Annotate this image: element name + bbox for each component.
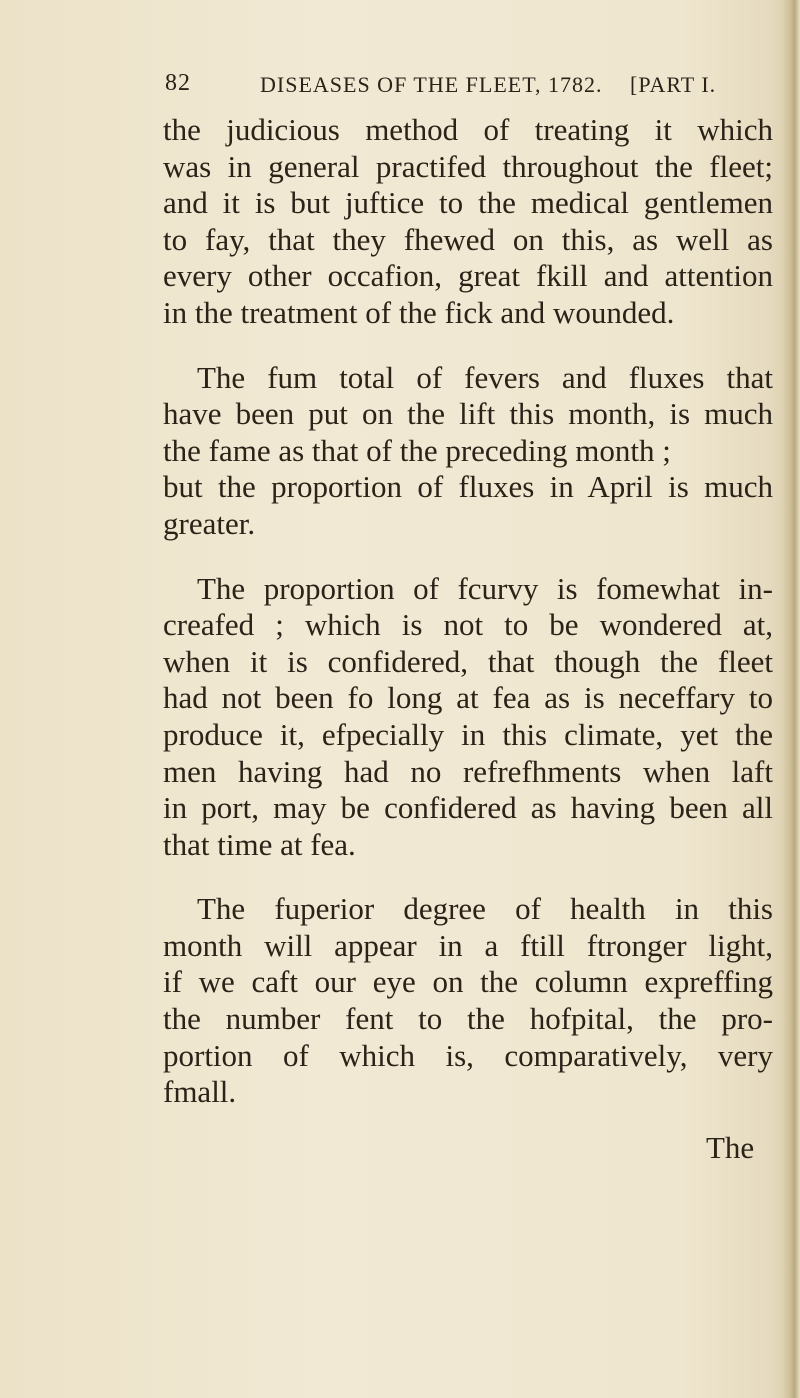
paragraph	[163, 891, 773, 1111]
text-line: produce it, efpecially in this climate, yet the	[163, 716, 773, 752]
part-label: [PART I.	[630, 72, 717, 97]
text-line: month will appear in a ftill ftronger light,	[163, 927, 773, 963]
text-line: was in general practifed throughout the fleet;	[163, 148, 773, 184]
body-text	[163, 112, 773, 1111]
running-head	[165, 70, 785, 110]
text-line: the judicious method of treating it which	[163, 112, 773, 147]
text-line: The fum total of fevers and fluxes that	[197, 359, 773, 395]
text-line: the fame as that of the preceding month ;	[163, 432, 671, 468]
text-line: in the treatment of the fick and wounded.	[163, 294, 675, 330]
catchword: The	[706, 1130, 755, 1165]
text-line: creafed ; which is not to be wondered at,	[163, 607, 773, 643]
running-title: DISEASES OF THE FLEET, 1782.	[260, 72, 603, 97]
text-line: if we caft our eye on the column expreffing	[163, 964, 773, 1000]
text-line: to fay, that they fhewed on this, as well as	[163, 221, 773, 257]
page-number: 82	[165, 70, 191, 96]
text-line: the number fent to the hofpital, the pro-	[163, 1001, 773, 1037]
text-line: every other occafion, great fkill and attention	[163, 258, 773, 294]
text-line: portion of which is, comparatively, very	[163, 1037, 773, 1073]
text-line: and it is but juftice to the medical gentlemen	[163, 185, 773, 221]
paragraph	[163, 571, 773, 864]
text-line: had not been fo long at fea as is neceffary to	[163, 680, 773, 716]
text-line: that time at fea.	[163, 826, 356, 862]
text-line: The fuperior degree of health in this	[197, 891, 773, 927]
text-line: The proportion of fcurvy is fomewhat in-	[197, 570, 773, 606]
text-line: but the proportion of fluxes in April is much	[163, 469, 773, 505]
text-line: when it is confidered, that though the fleet	[163, 643, 773, 679]
text-line: greater.	[163, 505, 256, 541]
text-line: in port, may be confidered as having been all	[163, 790, 773, 826]
text-line: fmall.	[163, 1074, 237, 1110]
text-line: have been put on the lift this month, is much	[163, 396, 773, 432]
paragraph	[163, 112, 773, 332]
page-edge-shadow	[782, 0, 800, 1398]
text-line: men having had no refrefhments when laft	[163, 753, 773, 789]
paragraph	[163, 360, 773, 543]
